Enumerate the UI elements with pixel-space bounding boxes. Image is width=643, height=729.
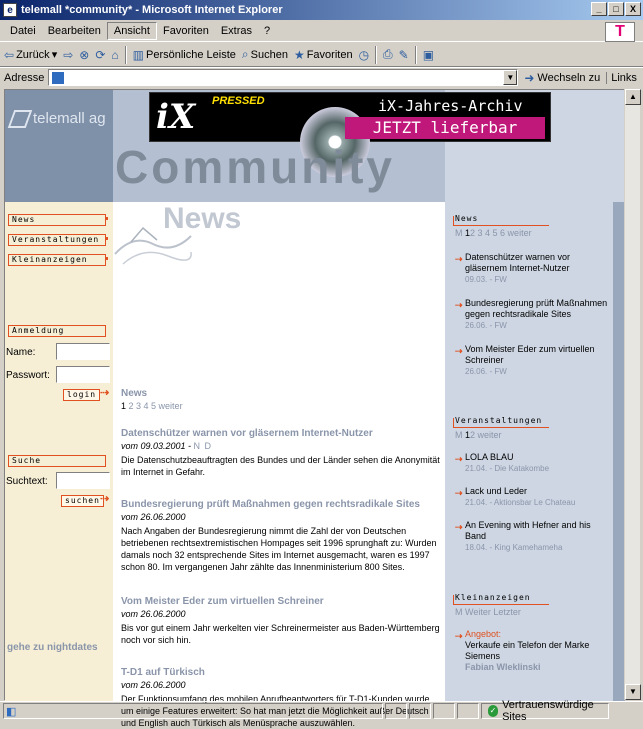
menu-datei[interactable]: Datei bbox=[10, 24, 36, 37]
right-news-item[interactable] bbox=[455, 344, 611, 377]
item-meta: 09.03. - FW bbox=[465, 275, 507, 284]
status-cell bbox=[385, 703, 407, 719]
close-button[interactable]: X bbox=[625, 2, 641, 16]
item-title[interactable]: Vom Meister Eder zum virtuellen Schreiner bbox=[465, 344, 595, 365]
right-events-heading bbox=[453, 416, 543, 428]
article-body: Bis vor gut einem Jahr werkelten vier Schreinermeister aus Baden-Württemberg noch vor sich hin. bbox=[121, 623, 440, 645]
item-meta: 21.04. - Die Katakombe bbox=[465, 464, 550, 473]
right-events-heading-label: Veranstaltungen bbox=[455, 416, 543, 425]
go-button[interactable] bbox=[524, 71, 600, 85]
article bbox=[121, 596, 443, 646]
password-input[interactable] bbox=[56, 366, 110, 383]
window-title: telemall *community* - Microsoft Internet Explorer bbox=[21, 4, 283, 16]
main-content bbox=[113, 202, 445, 728]
status-text-cell bbox=[3, 703, 383, 719]
pagination-prefix: M bbox=[455, 228, 463, 238]
current-page: 1 bbox=[465, 430, 471, 440]
search-icon: ⌕ bbox=[241, 47, 249, 61]
article-title[interactable]: Bundesregierung prüft Maßnahmen gegen rechtsradikale Sites bbox=[121, 499, 420, 510]
box-bar bbox=[453, 216, 454, 225]
search-button[interactable] bbox=[242, 47, 288, 62]
nav-news[interactable] bbox=[8, 214, 106, 226]
status-cell bbox=[457, 703, 479, 719]
box-tick bbox=[543, 604, 549, 605]
logo-text: telemall ag bbox=[33, 110, 106, 127]
menu-favoriten[interactable]: Favoriten bbox=[162, 24, 209, 37]
search-submit-button[interactable]: suchen bbox=[61, 495, 104, 507]
ie-icon: e bbox=[3, 3, 17, 17]
article-body: Die Datenschutzbeauftragten des Bundes und der Länder sehen die Anonymität im Internet in Gefahr. bbox=[121, 455, 440, 477]
menu-ansicht[interactable]: Ansicht bbox=[107, 22, 157, 40]
status-cell bbox=[433, 703, 455, 719]
right-event-item[interactable] bbox=[455, 520, 611, 553]
favorites-label: Favoriten bbox=[306, 48, 353, 61]
article-title[interactable]: Vom Meister Eder zum virtuellen Schreiner bbox=[121, 596, 324, 607]
right-classifieds-heading bbox=[453, 593, 543, 605]
current-page: 1 bbox=[465, 228, 471, 238]
scroll-up-icon[interactable]: ▲ bbox=[625, 89, 641, 105]
vertical-scrollbar[interactable] bbox=[624, 89, 640, 700]
banner-line2: JETZT lieferbar bbox=[345, 117, 545, 139]
personal-bar-button[interactable] bbox=[133, 48, 236, 62]
chevron-down-icon: ▾ bbox=[51, 49, 58, 61]
refresh-icon[interactable]: ⟳ bbox=[95, 47, 106, 62]
address-input[interactable] bbox=[48, 69, 518, 86]
arrow-right-icon: ⇢ bbox=[455, 488, 463, 498]
banner-line1: iX-Jahres-Archiv bbox=[378, 97, 523, 115]
item-title[interactable]: Lack und Leder bbox=[465, 486, 528, 496]
current-page: 1 bbox=[121, 401, 127, 411]
print-icon[interactable]: ⎙ bbox=[383, 47, 393, 61]
go-label: Wechseln zu bbox=[537, 71, 601, 84]
banner-press: PRESSED bbox=[212, 95, 265, 107]
nightdates-link[interactable]: gehe zu nightdates bbox=[7, 642, 98, 653]
nav-classifieds[interactable] bbox=[8, 254, 106, 266]
personal-bar-label: Persönliche Leiste bbox=[146, 48, 236, 61]
page-title: Community bbox=[115, 141, 395, 193]
article-date-line: vom 09.03.2001 - N D bbox=[121, 441, 213, 451]
arrow-right-icon: ⇢ bbox=[455, 454, 463, 464]
arrow-right-icon: ⇢ bbox=[455, 300, 463, 310]
status-bar bbox=[0, 699, 643, 723]
item-meta: 26.06. - FW bbox=[465, 367, 507, 376]
item-meta: 18.04. - King Kamehameha bbox=[465, 543, 563, 552]
telekom-logo: T bbox=[605, 22, 635, 42]
stop-icon[interactable]: ⊗ bbox=[79, 47, 90, 62]
zone-label: Vertrauenswürdige Sites bbox=[502, 699, 594, 723]
bullet-icon bbox=[105, 237, 108, 240]
toolbar bbox=[0, 43, 643, 67]
history-icon[interactable]: ◷ bbox=[358, 47, 370, 62]
nav-news-label: News bbox=[12, 215, 36, 224]
right-event-item[interactable] bbox=[455, 486, 611, 508]
classified-tag: Angebot: bbox=[465, 629, 502, 639]
banner-ix-logo: iX bbox=[156, 97, 196, 137]
box-bar bbox=[453, 418, 454, 427]
page-icon bbox=[52, 72, 64, 84]
article bbox=[121, 428, 443, 478]
back-button[interactable] bbox=[4, 48, 57, 62]
login-button[interactable]: login bbox=[63, 389, 100, 401]
favorites-icon: ★ bbox=[293, 47, 305, 62]
name-input[interactable] bbox=[56, 343, 110, 360]
arrow-right-icon: ⇢ bbox=[100, 493, 110, 505]
ad-banner[interactable] bbox=[149, 92, 551, 142]
toolbar-separator bbox=[125, 46, 127, 64]
arrow-right-icon: ⇢ bbox=[100, 387, 110, 399]
item-meta: 26.06. - FW bbox=[465, 321, 507, 330]
item-meta: 21.04. - Aktionsbar Le Chateau bbox=[465, 498, 576, 507]
article-date: vom 09.03.2001 bbox=[121, 441, 186, 451]
toolbar-separator bbox=[415, 46, 417, 64]
toolbar-separator bbox=[375, 46, 377, 64]
right-classifieds-heading-label: Kleinanzeigen bbox=[455, 593, 531, 602]
checkmark-icon: ✓ bbox=[489, 706, 497, 715]
article-body: Nach Angaben der Bundesregierung nimmt die Zahl der von Deutschen betriebenen rechtsextremistischen Hompages seit 1996 sprunghaft zu: Wurden damals noch 32 entsprechende Sites im Internet ausgemacht, waren es 1997 schon 80. Im vergangenen Jahr zählte das Innenministerium 800 Sites. bbox=[121, 526, 437, 572]
nav-classifieds-label: Kleinanzeigen bbox=[12, 255, 88, 264]
menu-extras[interactable]: Extras bbox=[220, 24, 253, 37]
article-title[interactable]: T-D1 auf Türkisch bbox=[121, 667, 205, 678]
right-event-item[interactable] bbox=[455, 452, 611, 474]
window-titlebar bbox=[0, 0, 643, 20]
edit-icon[interactable]: ✎ bbox=[398, 47, 409, 62]
page-links[interactable]: 2 3 4 5 6 weiter bbox=[470, 228, 532, 238]
right-classifieds-pagination[interactable]: M Weiter Letzter bbox=[455, 607, 521, 617]
news-pagination[interactable] bbox=[121, 401, 183, 411]
news-heading: News bbox=[121, 388, 148, 399]
address-bar bbox=[0, 67, 643, 87]
right-news-item[interactable] bbox=[455, 252, 611, 285]
article-date: vom 26.06.2000 bbox=[121, 680, 186, 690]
maximize-button[interactable]: □ bbox=[608, 2, 624, 16]
right-news-heading-label: News bbox=[455, 214, 479, 223]
nav-events[interactable] bbox=[8, 234, 106, 246]
password-label: Passwort: bbox=[6, 370, 50, 381]
favorites-button[interactable] bbox=[294, 48, 353, 62]
site-logo[interactable] bbox=[5, 90, 113, 202]
page-links[interactable]: 2 3 4 5 weiter bbox=[128, 401, 183, 411]
links-button[interactable]: Links bbox=[606, 72, 637, 84]
bullet-icon bbox=[105, 217, 108, 220]
item-title[interactable]: LOLA BLAU bbox=[465, 452, 514, 462]
article-date: vom 26.06.2000 bbox=[121, 512, 186, 522]
login-heading: Anmeldung bbox=[8, 325, 106, 337]
minimize-button[interactable]: _ bbox=[591, 2, 607, 16]
right-events-pagination[interactable] bbox=[455, 430, 502, 440]
search-heading: Suche bbox=[8, 455, 106, 467]
scroll-down-icon[interactable]: ▼ bbox=[625, 684, 641, 700]
arrow-right-icon: ⇢ bbox=[455, 346, 463, 356]
right-classified-item[interactable] bbox=[455, 629, 611, 673]
back-label: Zurück bbox=[16, 48, 50, 61]
security-zone bbox=[481, 699, 609, 723]
menu-bearbeiten[interactable]: Bearbeiten bbox=[47, 24, 101, 37]
article-date: vom 26.06.2000 bbox=[121, 609, 186, 619]
article bbox=[121, 499, 443, 573]
forward-arrow-icon[interactable]: ⇨ bbox=[63, 47, 74, 62]
article-author: N D bbox=[193, 441, 213, 451]
classified-text[interactable]: Verkaufe ein Telefon der Marke Siemens bbox=[465, 640, 590, 661]
item-title[interactable]: An Evening with Hefner and his Band bbox=[465, 520, 591, 541]
home-icon[interactable]: ⌂ bbox=[111, 47, 119, 62]
menu-help[interactable]: ? bbox=[264, 24, 271, 37]
chevron-down-icon[interactable]: ▼ bbox=[503, 70, 517, 85]
search-text-label: Suchtext: bbox=[6, 476, 48, 487]
menu-bar bbox=[0, 20, 643, 42]
section-title: News bbox=[163, 202, 242, 235]
address-label: Adresse bbox=[4, 71, 45, 84]
left-sidebar bbox=[5, 202, 113, 701]
discuss-icon[interactable]: ▣ bbox=[422, 47, 435, 62]
arrow-right-icon: ⇢ bbox=[455, 522, 463, 532]
go-arrow-icon: ➜ bbox=[524, 70, 535, 85]
right-news-pagination[interactable] bbox=[455, 228, 532, 238]
telemall-logo-icon bbox=[8, 110, 33, 128]
bullet-icon bbox=[105, 257, 108, 260]
classified-author: Fabian Wleklinski bbox=[465, 662, 541, 672]
page-status-icon: ◧ bbox=[6, 705, 17, 718]
arrow-right-icon: ⇢ bbox=[455, 631, 463, 641]
search-label: Suchen bbox=[250, 48, 288, 61]
box-tick bbox=[543, 427, 549, 428]
right-news-item[interactable] bbox=[455, 298, 611, 331]
search-input[interactable] bbox=[56, 472, 110, 489]
nav-events-label: Veranstaltungen bbox=[12, 235, 100, 244]
article-title[interactable]: Datenschützer warnen vor gläsernem Internet-Nutzer bbox=[121, 428, 373, 439]
back-arrow-icon: ⇦ bbox=[4, 47, 15, 62]
page-links[interactable]: 2 weiter bbox=[470, 430, 502, 440]
personal-bar-icon: ▥ bbox=[132, 47, 144, 62]
box-bar bbox=[453, 595, 454, 604]
box-tick bbox=[543, 225, 549, 226]
article-body: Der Funktionsumfang des mobilen Anrufbeantworters für T-D1-Kunden wurde um einige Features erweitert: So hat man jetzt die Möglichkeit außer Deutsch und English auch Türkisch als Menüsprache auszuwählen. bbox=[121, 694, 430, 728]
status-cell bbox=[409, 703, 431, 719]
name-label: Name: bbox=[6, 347, 36, 358]
arrow-right-icon: ⇢ bbox=[455, 254, 463, 264]
right-news-heading bbox=[453, 214, 543, 226]
item-title[interactable]: Datenschützer warnen vor gläsernem Internet-Nutzer bbox=[465, 252, 571, 273]
pagination-prefix: M bbox=[455, 430, 463, 440]
item-title[interactable]: Bundesregierung prüft Maßnahmen gegen rechtsradikale Sites bbox=[465, 298, 608, 319]
right-sidebar bbox=[445, 202, 613, 701]
